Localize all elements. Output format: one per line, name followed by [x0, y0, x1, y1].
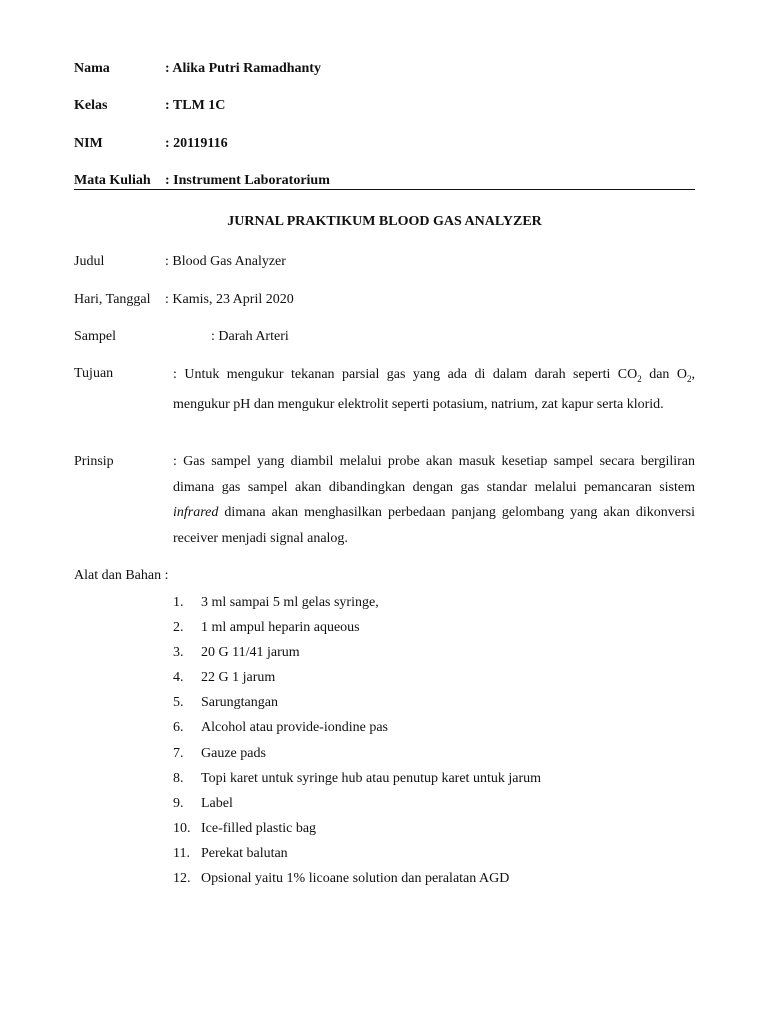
nama-label: Nama [74, 61, 110, 76]
hari-tanggal-value: : Kamis, 23 April 2020 [165, 292, 294, 307]
mata-kuliah-value: : Instrument Laboratorium [165, 173, 330, 188]
list-item: 8. Topi karet untuk syringe hub atau penutup karet untuk jarum [173, 770, 541, 786]
co2-subscript: 2 [637, 373, 642, 384]
prinsip-label: Prinsip [74, 454, 114, 469]
tujuan-paragraph [173, 362, 695, 418]
judul-value: : Blood Gas Analyzer [165, 254, 286, 269]
list-item: 9. Label [173, 795, 233, 811]
list-item: 10. Ice-filled plastic bag [173, 820, 317, 836]
tujuan-label: Tujuan [74, 366, 114, 381]
list-item: 12. Opsional yaitu 1% licoane solution dan peralatan AGD [173, 871, 510, 887]
list-item: 2. 1 ml ampul heparin aqueous [173, 620, 360, 636]
nama-value: : Alika Putri Ramadhanty [165, 61, 321, 76]
list-item: 5. Sarungtangan [173, 695, 278, 711]
nim-value: : 20119116 [165, 136, 228, 151]
judul-label: Judul [74, 254, 105, 269]
header-divider [74, 189, 695, 190]
kelas-label: Kelas [74, 98, 108, 113]
prinsip-text-1: : Gas sampel yang diambil melalui probe akan masuk kesetiap sampel secara bergiliran dimana gas sampel akan dibandingkan dengan gas standar melalui pemancaran sistem [173, 454, 695, 495]
prinsip-paragraph [173, 449, 695, 551]
list-item: 6. Alcohol atau provide-iondine pas [173, 720, 389, 736]
sampel-label: Sampel [74, 329, 116, 344]
kelas-value: : TLM 1C [165, 98, 226, 113]
list-item: 7. Gauze pads [173, 745, 266, 761]
list-item: 1. 3 ml sampai 5 ml gelas syringe, [173, 595, 379, 610]
sampel-value: : Darah Arteri [211, 329, 289, 344]
tujuan-text-2: dan O [641, 367, 688, 382]
tujuan-text-1: : Untuk mengukur tekanan parsial gas yang ada di dalam darah seperti CO [173, 367, 638, 382]
list-item: 3. 20 G 11/41 jarum [173, 645, 300, 661]
alat-bahan-list [173, 590, 541, 891]
tujuan-text-3: , mengukur pH dan mengukur elektrolit seperti potasium, natrium, zat kapur serta klorid. [173, 367, 696, 413]
mata-kuliah-label: Mata Kuliah [74, 173, 151, 188]
list-item: 11. Perekat balutan [173, 845, 288, 861]
prinsip-text-2: dimana akan menghasilkan perbedaan panjang gelombang yang akan dikonversi receiver menjadi signal analog. [173, 505, 695, 546]
list-item: 4. 22 G 1 jarum [173, 670, 276, 686]
alat-bahan-label: Alat dan Bahan : [74, 568, 169, 583]
nim-label: NIM [74, 136, 103, 151]
prinsip-italic-term: infrared [173, 505, 219, 520]
hari-tanggal-label: Hari, Tanggal [74, 292, 151, 307]
document-title: JURNAL PRAKTIKUM BLOOD GAS ANALYZER [227, 214, 542, 229]
o2-subscript: 2 [687, 373, 692, 384]
